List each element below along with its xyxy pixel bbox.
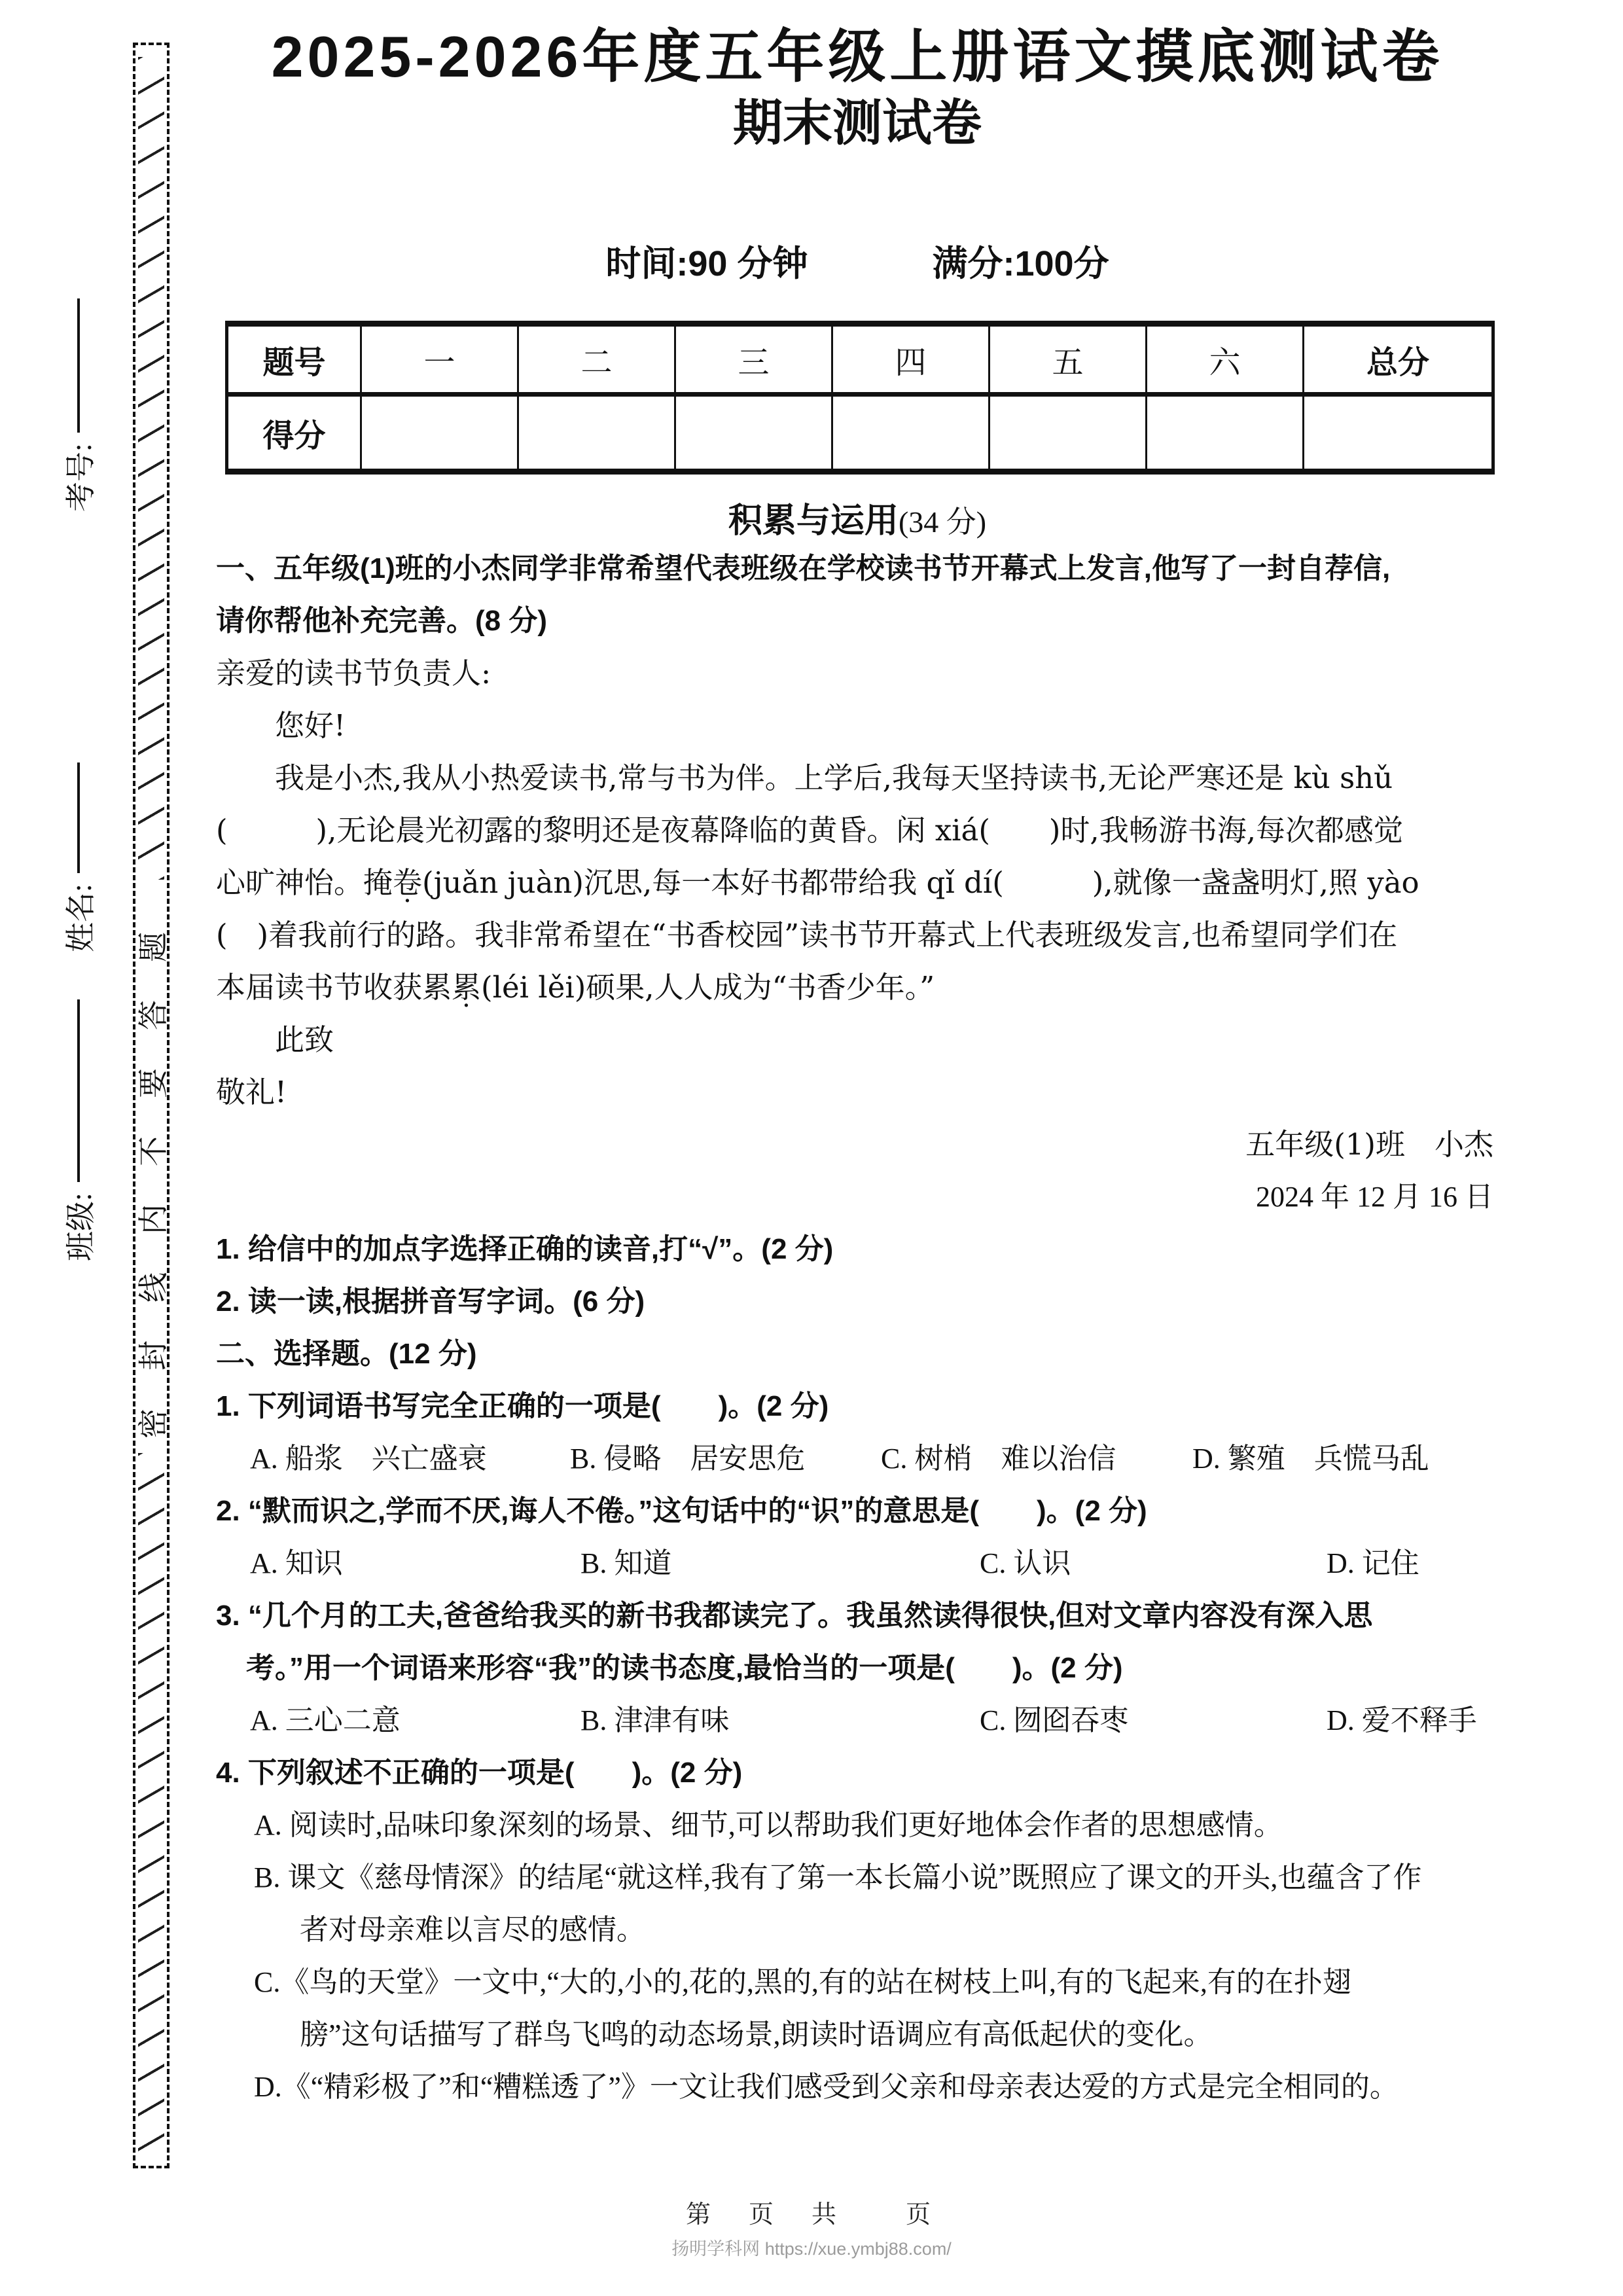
exam-number-label: 考号: bbox=[64, 443, 98, 512]
score-row-label: 得分 bbox=[227, 395, 361, 472]
mc2-options-row bbox=[216, 1537, 1499, 1590]
letter-line3 bbox=[216, 857, 1499, 909]
letter-signer: 五年级(1)班 小杰 bbox=[1245, 1127, 1493, 1162]
header-cell-2: 二 bbox=[518, 324, 675, 395]
mc4-option-b-line1: B. 课文《慈母情深》的结尾“就这样,我有了第一本长篇小说”既照应了课文的开头,也蕴含了作 bbox=[254, 1861, 1422, 1893]
mc4-option-a: A. 阅读时,品味印象深刻的场景、细节,可以帮助我们更好地体会作者的思想感情。 bbox=[254, 1809, 1283, 1841]
score-cell bbox=[675, 395, 832, 472]
mc4-stem: 4. 下列叙述不正确的一项是( )。(2 分) bbox=[216, 1757, 743, 1789]
q1-stem-line1: 一、五年级(1)班的小杰同学非常希望代表班级在学校读书节开幕式上发言,他写了一封自荐信, bbox=[216, 552, 1391, 584]
full-score: 满分:100分 bbox=[932, 244, 1109, 283]
mc1-option-d: D. 繁殖 兵慌马乱 bbox=[1192, 1443, 1429, 1475]
mc4-option-b-line2: 者对母亲难以言尽的感情。 bbox=[300, 1914, 645, 1946]
class-blank-line bbox=[77, 999, 80, 1182]
paper-content bbox=[216, 0, 1499, 2113]
dotted-char-juan: 卷 bbox=[393, 865, 423, 900]
letter-greeting: 您好! bbox=[275, 708, 346, 743]
letter-line3-pre: 心旷神怡。掩 bbox=[216, 865, 393, 900]
mc1-option-b: B. 侵略 居安思危 bbox=[570, 1443, 806, 1475]
score-cell-total bbox=[1304, 395, 1493, 472]
mc1-option-c: C. 树梢 难以治信 bbox=[881, 1443, 1116, 1475]
header-cell-total: 总分 bbox=[1304, 324, 1493, 395]
seal-strip bbox=[133, 43, 169, 2168]
mc3-option-b: B. 津津有味 bbox=[580, 1704, 730, 1736]
seal-text-area bbox=[135, 891, 170, 1441]
score-cell bbox=[1147, 395, 1304, 472]
letter-line3-post: (juǎn juàn)沉思,每一本好书都带给我 qǐ dí( ),就像一盏盏明灯,照 yào bbox=[422, 865, 1419, 900]
section1-points: (34 分) bbox=[898, 505, 987, 539]
section2-heading: 二、选择题。(12 分) bbox=[216, 1338, 477, 1370]
header-cell-5: 五 bbox=[990, 324, 1147, 395]
section1-heading bbox=[216, 501, 1499, 543]
score-cell bbox=[990, 395, 1147, 472]
mc2-option-c: C. 认识 bbox=[980, 1547, 1071, 1579]
q1-sub1: 1. 给信中的加点字选择正确的读音,打“√”。(2 分) bbox=[216, 1233, 834, 1265]
letter-line2: ( ),无论晨光初露的黎明还是夜幕降临的黄昏。闲 xiá( )时,我畅游书海,每次都感觉 bbox=[216, 813, 1404, 848]
student-name-blank-line bbox=[77, 762, 80, 873]
letter-line1: 我是小杰,我从小热爱读书,常与书为伴。上学后,我每天坚持读书,无论严寒还是 kù shǔ bbox=[275, 761, 1393, 795]
header-cell-1: 一 bbox=[361, 324, 518, 395]
header-cell-4: 四 bbox=[832, 324, 990, 395]
paper-title: 2025-2026年度五年级上册语文摸底测试卷 bbox=[271, 24, 1444, 89]
mc2-option-b: B. 知道 bbox=[580, 1547, 672, 1579]
header-cell-6: 六 bbox=[1147, 324, 1304, 395]
q1-stem-line2: 请你帮他补充完善。(8 分) bbox=[216, 605, 547, 637]
mc2-option-a: A. 知识 bbox=[250, 1547, 343, 1579]
score-cell bbox=[518, 395, 675, 472]
score-cell bbox=[361, 395, 518, 472]
exam-number-blank-line bbox=[77, 298, 80, 433]
letter-line4: ( )着我前行的路。我非常希望在“书香校园”读书节开幕式上代表班级发言,也希望同学们在 bbox=[216, 918, 1398, 952]
letter-salutation: 亲爱的读书节负责人: bbox=[216, 656, 491, 691]
letter-date: 2024 年 12 月 16 日 bbox=[1256, 1181, 1493, 1213]
paper-subtitle: 期末测试卷 bbox=[733, 96, 982, 151]
mc3-option-c: C. 囫囵吞枣 bbox=[980, 1704, 1129, 1736]
class-label: 班级: bbox=[64, 1193, 98, 1261]
mc2-option-d: D. 记住 bbox=[1327, 1547, 1419, 1579]
page-number-line: 第 页 共 页 bbox=[685, 2201, 937, 2229]
student-name-label: 姓名: bbox=[64, 884, 98, 952]
watermark-site-line: 扬明学科网 https://xue.ymbj88.com/ bbox=[671, 2239, 952, 2259]
score-table-header-row bbox=[227, 324, 1493, 395]
header-cell-question-number: 题号 bbox=[227, 324, 361, 395]
time-limit: 时间:90 分钟 bbox=[605, 244, 808, 283]
mc3-stem-line1: 3. “几个月的工夫,爸爸给我买的新书我都读完了。我虽然读得很快,但对文章内容没有深入思 bbox=[216, 1600, 1373, 1632]
seal-warning-text: 密封线内不要答题 bbox=[136, 894, 170, 1439]
exam-number-field bbox=[59, 296, 98, 512]
mc4-option-c-line2: 膀”这句话描写了群鸟飞鸣的动态场景,朗读时语调应有高低起伏的变化。 bbox=[300, 2018, 1213, 2051]
letter-closing: 此致 bbox=[275, 1022, 334, 1057]
student-name-field bbox=[59, 762, 98, 952]
mc3-option-d: D. 爱不释手 bbox=[1327, 1704, 1477, 1736]
letter-line5 bbox=[216, 961, 1499, 1014]
header-cell-3: 三 bbox=[675, 324, 832, 395]
section1-title: 积累与运用 bbox=[728, 502, 899, 540]
mc1-stem: 1. 下列词语书写完全正确的一项是( )。(2 分) bbox=[216, 1390, 829, 1422]
mc3-option-a: A. 三心二意 bbox=[250, 1704, 401, 1736]
seal-hatch-top bbox=[138, 57, 164, 880]
exam-info-line bbox=[216, 245, 1499, 283]
score-table-score-row bbox=[227, 395, 1493, 472]
mc3-stem-line2: 考。”用一个词语来形容“我”的读书态度,最恰当的一项是( )。(2 分) bbox=[246, 1652, 1123, 1684]
mc1-options-row bbox=[216, 1433, 1499, 1485]
mc3-options-row bbox=[216, 1695, 1499, 1747]
class-field bbox=[59, 999, 98, 1261]
letter-line5-pre: 本届读书节收获累 bbox=[216, 970, 452, 1005]
seal-hatch-bottom bbox=[138, 1453, 164, 2154]
mc4-option-d: D.《“精彩极了”和“糟糕透了”》一文让我们感受到父亲和母亲表达爱的方式是完全相同的。 bbox=[254, 2071, 1399, 2103]
score-table bbox=[225, 321, 1495, 475]
letter-line5-post: (léi lěi)硕果,人人成为“书香少年。” bbox=[481, 970, 935, 1005]
letter-salute: 敬礼! bbox=[216, 1075, 287, 1109]
mc1-option-a: A. 船浆 兴亡盛衰 bbox=[250, 1443, 487, 1475]
mc4-option-c-line1: C.《鸟的天堂》一文中,“大的,小的,花的,黑的,有的站在树枝上叫,有的飞起来,有的在扑翅 bbox=[254, 1966, 1351, 1998]
q1-sub2: 2. 读一读,根据拼音写字词。(6 分) bbox=[216, 1285, 645, 1318]
mc2-stem: 2. “默而识之,学而不厌,诲人不倦。”这句话中的“识”的意思是( )。(2 分) bbox=[216, 1495, 1147, 1527]
score-cell bbox=[832, 395, 990, 472]
dotted-char-lei: 累 bbox=[452, 970, 482, 1005]
